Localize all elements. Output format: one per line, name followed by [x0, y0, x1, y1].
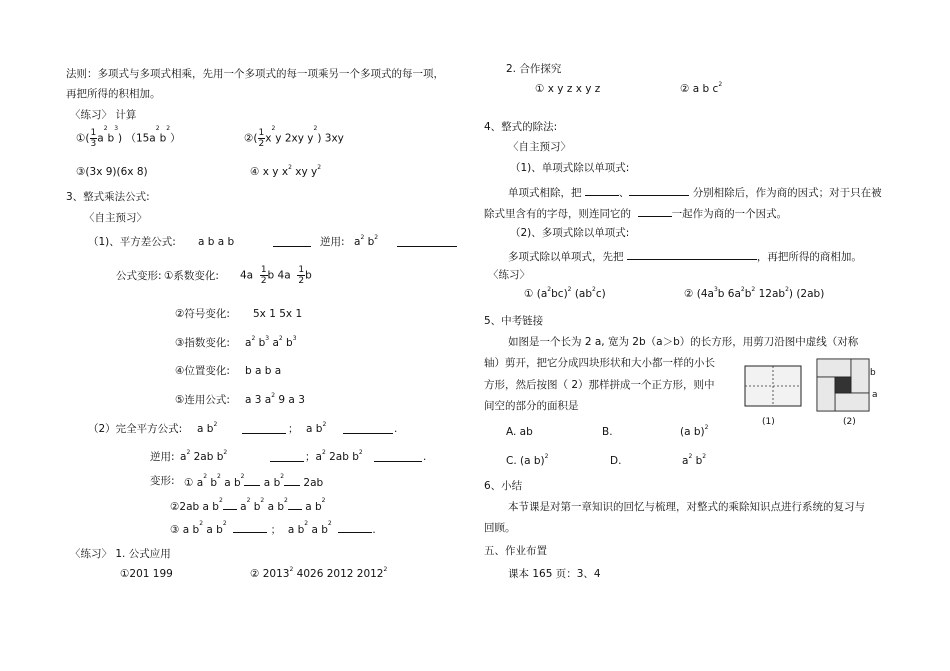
transform-2-expr: ②2ab a $b^2$ $a^2$ $b^2$ a $b^2$ a $b^2$ — [170, 497, 326, 513]
variant-1-expr: 4a $\frac{1}{2}$ b 4a $\frac{1}{2}$ b — [240, 265, 312, 286]
practice-1-expr-3: ③(3x 9)(6x 8) — [76, 166, 148, 178]
application-1-expr: ①201 199 — [120, 568, 173, 580]
practice-1-expr-1: ①( $\frac{1}{3}$ $a^2b^3$) $(15a^2b^2)$ — [76, 125, 181, 149]
reverse-expr-1: $a^2$ 2ab $b^2$ — [180, 449, 228, 463]
polynomial-division-label: （2)、多项式除以单项式: — [510, 227, 630, 239]
application-2-expr: ② 2013$^2$ 4026 2012 2012$^2$ — [250, 566, 388, 580]
practice-3-label: 〈练习〉 — [488, 269, 530, 281]
monomial-division-label: （1)、单项式除以单项式: — [510, 162, 630, 174]
summary-line-1: 本节课是对第一章知识的回忆与梳理，对整式的乘除知识点进行系统的复习与 — [508, 501, 865, 513]
section-3-title: 3、整式乘法公式: — [66, 191, 150, 203]
rule-line-1: 法则：多项式与多项式相乘，先用一个多项式的每一项乘另一个多项式的每一项， — [66, 68, 444, 80]
diff-squares-reverse-label: 逆用: — [320, 236, 345, 248]
self-preview-label: 〈自主预习〉 — [84, 212, 147, 224]
practice-1-expr-4: ④ x y $x^2$ xy $y^2$ — [250, 164, 322, 178]
perfect-square-blank-1[interactable] — [242, 424, 286, 437]
monomial-division-line-1: 单项式相除，把 、 分别相除后，作为商的因式；对于只在被 — [508, 187, 882, 199]
division-exercise-1: ① $(a^2bc)^2$ $(ab^2c)$ — [524, 286, 606, 300]
perfect-square-label: （2）完全平方公式: — [88, 423, 183, 435]
division-exercise-2: ② ($4a^3b$ $6a^2b^2$ $12ab^2$) (2ab) — [684, 286, 825, 300]
option-a: A. ab — [506, 426, 533, 438]
diff-squares-reverse-blank[interactable] — [397, 237, 457, 250]
cooperative-expr-1: ① x y z x y z — [535, 83, 601, 95]
figure-2-label-a: a — [872, 390, 878, 400]
section-5-title: 5、中考链接 — [484, 315, 544, 327]
problem-line-1: 如图是一个长为 2 a, 宽为 2b（a＞b）的长方形，用剪刀沿图中虚线（对称 — [508, 336, 859, 348]
transform-1-expr: ① $a^2$ $b^2$ a $b^2$ a $b^2$ 2ab — [184, 473, 324, 489]
homework-detail: 课本 165 页：3、4 — [508, 568, 601, 580]
variant-4-label: ④位置变化: — [175, 365, 230, 377]
reverse-expr-2: ；$a^2$ 2ab $b^2$ — [305, 449, 363, 463]
variant-2-label: ②符号变化: — [175, 308, 230, 320]
practice-2-label: 〈练习〉 1. 公式应用 — [70, 548, 171, 560]
perfect-square-expr-1: a $b^2$ — [197, 421, 218, 435]
variant-2-expr: 5x 1 5x 1 — [253, 308, 303, 320]
practice-1-label: 〈练习〉 计算 — [70, 109, 137, 121]
diff-squares-blank[interactable] — [273, 237, 311, 250]
reverse-label: 逆用: — [150, 451, 175, 463]
monomial-division-line-2: 除式里含有的字母，则连同它的 一起作为商的一个因式。 — [484, 208, 788, 220]
cooperative-expr-2: ② a b $c^2$ — [680, 81, 723, 95]
practice-1-expr-2: ②( $\frac{1}{2}$ $x^2y$ 2xy $y^2$) 3xy — [244, 125, 344, 149]
option-b-expr: (a b)$^2$ — [680, 424, 709, 438]
summary-line-2: 回顾。 — [484, 522, 516, 534]
section-4-title: 4、整式的除法: — [484, 121, 558, 133]
diff-squares-reverse-expr: $a^2$ $b^2$ — [354, 234, 379, 248]
diff-squares-expr: a b a b — [198, 236, 235, 248]
variant-5-label: ⑤连用公式: — [175, 394, 230, 406]
reverse-period: . — [423, 451, 427, 463]
variant-3-expr: $a^2$ $b^3$ $a^2$ $b^3$ — [245, 335, 297, 349]
polynomial-division-line: 多项式除以单项式，先把 ，再把所得的商相加。 — [508, 251, 862, 263]
perfect-square-period: . — [394, 423, 398, 435]
variant-5-expr: a 3 $a^2$ 9 a 3 — [245, 392, 305, 406]
option-c: C. (a b)$^2$ — [506, 453, 549, 467]
problem-line-3: 方形，然后按图（ 2）那样拼成一个正方形，则中 — [484, 379, 715, 391]
perfect-square-expr-2: a $b^2$ — [306, 421, 327, 435]
section-6-title: 6、小结 — [484, 480, 523, 492]
transform-label: 变形: — [150, 475, 175, 487]
homework-title: 五、作业布置 — [484, 545, 547, 557]
option-b-label: B. — [602, 426, 613, 438]
option-d-label: D. — [610, 455, 622, 467]
figure-2-caption: (2) — [843, 417, 856, 427]
variant-1-label: ①系数变化: — [164, 270, 219, 282]
perfect-square-blank-2[interactable] — [343, 424, 393, 437]
problem-line-4: 间空的部分的面积是 — [484, 400, 579, 412]
option-d-expr: $a^2$ $b^2$ — [682, 453, 707, 467]
transform-3-expr: ③ a $b^2$ a $b^2$ ； a $b^2$ a $b^2$ . — [170, 520, 376, 536]
rule-line-2: 再把所得的积相加。 — [66, 88, 161, 100]
cooperative-label: 2. 合作探究 — [506, 63, 562, 75]
variant-label: 公式变形: — [116, 270, 162, 282]
reverse-blank-1[interactable] — [270, 452, 304, 465]
diff-squares-label: （1)、平方差公式: — [88, 236, 176, 248]
figure-1-rectangle — [744, 365, 802, 407]
figure-2-square — [816, 358, 870, 412]
problem-line-2: 轴）剪开，把它分成四块形状和大小都一样的小长 — [484, 357, 715, 369]
self-preview-label-2: 〈自主预习〉 — [508, 141, 571, 153]
figure-2-label-b: b — [870, 368, 876, 378]
variant-4-expr: b a b a — [245, 365, 282, 377]
variant-3-label: ③指数变化: — [175, 337, 230, 349]
figure-1-caption: (1) — [762, 417, 775, 427]
perfect-square-semicolon: ； — [288, 423, 299, 435]
reverse-blank-2[interactable] — [374, 452, 422, 465]
